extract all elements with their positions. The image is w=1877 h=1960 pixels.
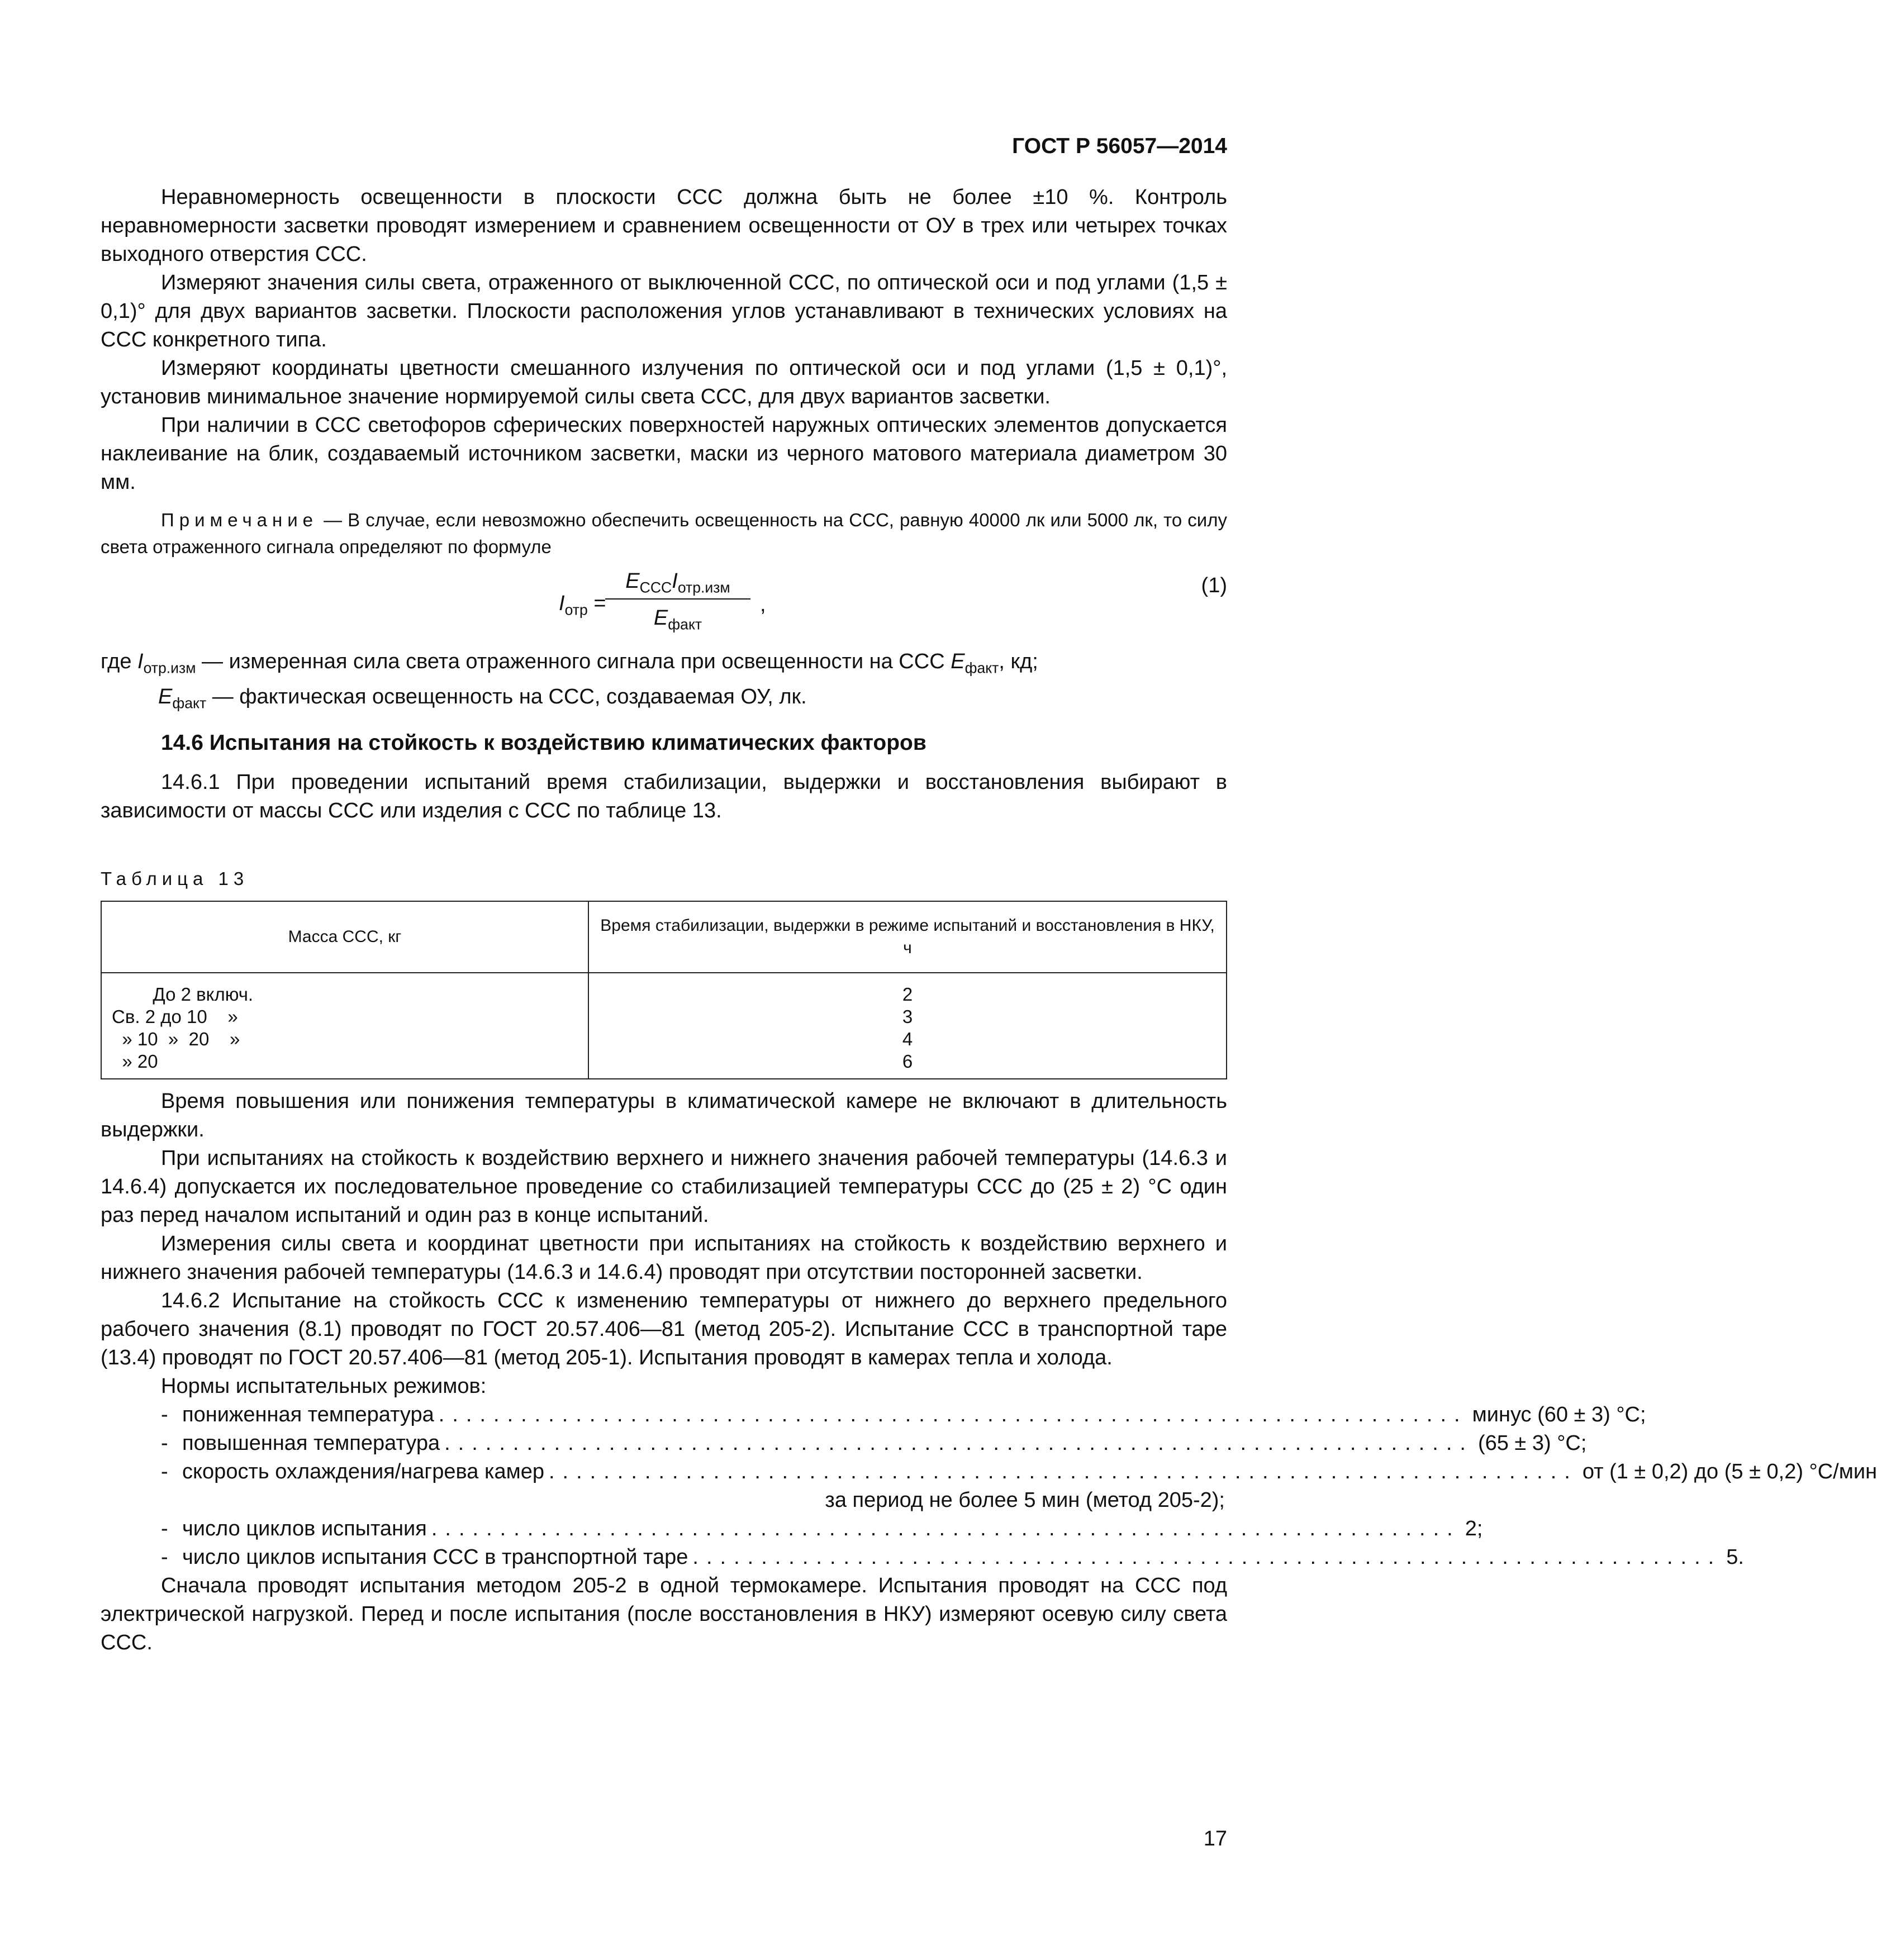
denominator-e-subscript: факт: [668, 616, 702, 633]
norm-label: число циклов испытания: [182, 1517, 427, 1541]
paragraph: Время повышения или понижения температуры в климатической камере не включают в длительность выдержки.: [101, 1090, 1227, 1142]
formula-lhs-subscript: отр: [564, 601, 588, 619]
leader-dots: ...........................................................................: [431, 1517, 1461, 1541]
formula-lhs-symbol: I: [559, 592, 565, 615]
document-header: ГОСТ Р 56057—2014: [1012, 134, 1227, 158]
norm-dash: -: [161, 1517, 168, 1541]
where-symbol-2: E: [951, 650, 965, 673]
formula-number: (1): [1201, 574, 1227, 597]
norm-label: повышенная температура: [182, 1431, 440, 1455]
table-row: [101, 973, 1227, 1079]
page-number: 17: [1203, 1827, 1227, 1850]
norm-dash: -: [161, 1460, 168, 1484]
norm-label: скорость охлаждения/нагрева камер: [182, 1460, 544, 1484]
formula-lhs: $I_{отр}$ =: [559, 592, 606, 619]
leader-dots: ...........................................................................: [549, 1460, 1578, 1484]
table-caption: [101, 864, 1227, 893]
paragraph: Измеряют координаты цветности смешанного излучения по оптической оси и под углами (1,5 ± 0,1)°, установив минимальное значение нормируемой силы света ССС, для двух вариантов засветки.: [101, 356, 1227, 408]
document-body: [101, 183, 1877, 1657]
norm-value: 5.: [1726, 1545, 1744, 1569]
norm-label: пониженная температура: [182, 1403, 434, 1427]
norm-value: минус (60 ± 3) °С;: [1472, 1403, 1646, 1427]
formula-denominator: [600, 600, 756, 639]
norm-value: от (1 ± 0,2) до (5 ± 0,2) °С/мин: [1582, 1460, 1877, 1484]
note-text: — В случае, если невозможно обеспечить освещенность на ССС, равную 40000 лк или 5000 лк, то силу света отраженного сигнала определяют по формуле: [101, 510, 1227, 557]
where-symbol: I: [137, 650, 144, 673]
note-label: Примечание: [161, 510, 319, 530]
norm-item: [101, 1515, 1483, 1543]
norm-item: [101, 1458, 1877, 1486]
norm-label: число циклов испытания ССС в транспортной таре: [182, 1545, 688, 1569]
norm-continuation: за период не более 5 мин (метод 205-2);: [825, 1488, 1225, 1512]
paragraph: Неравномерность освещенности в плоскости ССС должна быть не более ±10 %. Контроль неравномерности засветки проводят измерением и сравнением освещенности от ОУ в трех или четырех точках выходного отверстия ССС.: [101, 185, 1227, 266]
numerator-i-subscript: отр.изм: [677, 579, 730, 596]
mass-value: » 20: [112, 1051, 158, 1072]
paragraph: 14.6.1 При проведении испытаний время стабилизации, выдержки и восстановления выбирают в зависимости от массы ССС или изделия с ССС по таблице 13.: [101, 770, 1227, 823]
table-header-cell: Время стабилизации, выдержки в режиме испытаний и восстановления в НКУ, ч: [588, 901, 1227, 973]
where-subscript-2: факт: [964, 659, 999, 677]
note: [101, 507, 1227, 560]
leader-dots: ...........................................................................: [438, 1403, 1468, 1427]
leader-dots: ...........................................................................: [692, 1545, 1722, 1569]
norm-dash: -: [161, 1545, 168, 1569]
table-cell-mass: [101, 973, 588, 1079]
mass-value: Св. 2 до 10 »: [112, 1006, 238, 1027]
norm-value: (65 ± 3) °С;: [1477, 1431, 1587, 1455]
formula-fraction: [600, 564, 756, 639]
paragraph: Сначала проводят испытания методом 205-2 в одной термокамере. Испытания проводят на ССС под электрической нагрузкой. Перед и после испытания (после восстановления в НКУ) измеряют осевую силу света ССС.: [101, 1574, 1227, 1655]
section-heading: 14.6 Испытания на стойкость к воздействию климатических факторов: [161, 731, 926, 755]
table-header-cell: Масса ССС, кг: [101, 901, 588, 973]
where-subscript: отр.изм: [143, 659, 196, 677]
leader-dots: ...........................................................................: [444, 1431, 1474, 1455]
norm-dash: -: [161, 1403, 168, 1427]
where-line-2: [101, 683, 1227, 718]
where-text: — измеренная сила света отраженного сигнала при освещенности на ССС: [196, 650, 951, 673]
where-tail: , кд;: [999, 650, 1038, 673]
paragraph: При испытаниях на стойкость к воздействию верхнего и нижнего значения рабочей температуры (14.6.3 и 14.6.4) допускается их последовательное проведение со стабилизацией температуры ССС до (25 ± 2) °С один раз перед началом испытаний и один раз в конце испытаний.: [101, 1146, 1227, 1228]
time-value: 4: [902, 1029, 913, 1050]
data-table: [101, 901, 1227, 1079]
table-header-row: [101, 901, 1227, 973]
norm-value: 2;: [1465, 1517, 1483, 1541]
where-symbol: E: [158, 684, 173, 708]
numerator-i: I: [672, 569, 678, 593]
formula-numerator: [600, 564, 756, 598]
paragraph: Измеряют значения силы света, отраженного от выключенной ССС, по оптической оси и под углами (1,5 ± 0,1)° для двух вариантов засветки. Плоскости расположения углов устанавливают в технических условиях на ССС конкретного типа.: [101, 271, 1227, 351]
norm-dash: -: [161, 1431, 168, 1455]
formula-comma: ,: [760, 593, 766, 616]
norm-item: [101, 1401, 1646, 1429]
numerator-e-subscript: ССС: [639, 579, 672, 596]
time-value: 2: [902, 984, 913, 1005]
paragraph: Измерения силы света и координат цветности при испытаниях на стойкость к воздействию верхнего и нижнего значения рабочей температуры (14.6.3 и 14.6.4) проводят при отсутствии посторонней засветки.: [101, 1232, 1227, 1285]
time-value: 3: [902, 1006, 913, 1027]
where-subscript: факт: [172, 694, 207, 712]
paragraph: 14.6.2 Испытание на стойкость ССС к изменению температуры от нижнего до верхнего предельного рабочего значения (8.1) проводят по ГОСТ 20.57.406—81 (метод 205-2). Испытание ССС в транспортной таре (13.4) проводят по ГОСТ 20.57.406—81 (метод 205-1). Испытания проводят в камерах тепла и холода.: [101, 1289, 1227, 1370]
where-line-1: [101, 648, 1227, 683]
paragraph: Нормы испытательных режимов:: [161, 1374, 487, 1398]
where-text: — фактическая освещенность на ССС, создаваемая ОУ, лк.: [206, 684, 807, 708]
formula: [101, 564, 1227, 648]
norm-item: [101, 1543, 1744, 1572]
mass-value: » 10 » 20 »: [112, 1029, 240, 1050]
table-cell-time: [588, 973, 1227, 1079]
numerator-e: E: [625, 569, 640, 593]
where-prefix: где: [101, 650, 138, 673]
paragraph: При наличии в ССС светофоров сферических поверхностей наружных оптических элементов допускается наклеивание на блик, создаваемый источником засветки, маски из черного матового материала диаметром 30 мм.: [101, 413, 1227, 494]
mass-value: До 2 включ.: [112, 984, 254, 1005]
table-label: Таблица 13: [101, 868, 249, 889]
denominator-e: E: [653, 606, 668, 630]
norm-item: [101, 1429, 1587, 1458]
time-value: 6: [902, 1051, 913, 1072]
